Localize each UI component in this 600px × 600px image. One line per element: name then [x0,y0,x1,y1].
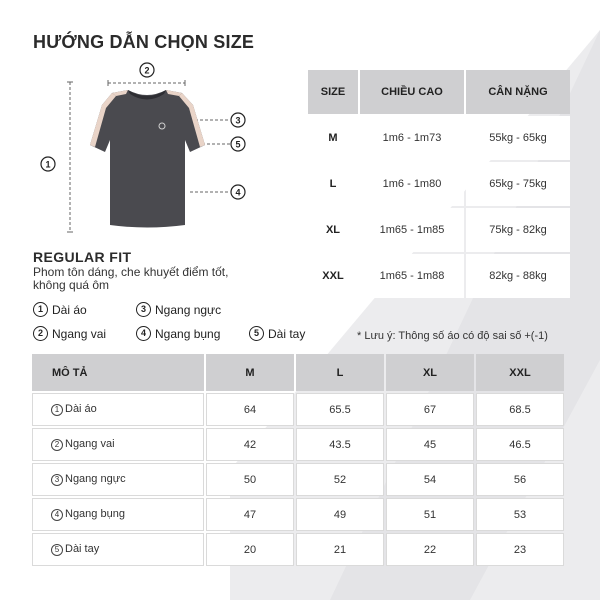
weight-cell: 75kg - 82kg [466,208,570,252]
number-badge: 4 [136,326,151,341]
col-header: SIZE [308,70,358,114]
legend-label: Dài áo [52,302,87,317]
weight-cell: 65kg - 75kg [466,162,570,206]
size-table-header [308,70,570,114]
number-badge: 2 [51,439,63,451]
number-badge: 3 [51,474,63,486]
number-badge: 4 [51,509,63,521]
measurement-table [30,352,566,568]
legend-item-waist [136,326,220,341]
row-label [32,393,204,426]
size-cell: L [308,162,358,206]
value-cell: 45 [386,428,474,461]
legend-label: Ngang bụng [155,326,221,341]
col-header: XL [386,354,474,391]
page-title: HƯỚNG DẪN CHỌN SIZE [33,32,255,52]
size-cell: M [308,116,358,160]
number-badge: 5 [249,326,264,341]
value-cell: 67 [386,393,474,426]
tolerance-note: * Lưu ý: Thông số áo có độ sai số +(-1) [357,330,548,342]
col-header: XXL [476,354,564,391]
value-cell: 52 [296,463,384,496]
svg-text:4: 4 [235,187,241,198]
table-row [308,116,570,160]
value-cell: 43.5 [296,428,384,461]
col-header: L [296,354,384,391]
fit-description: Phom tôn dáng, che khuyết điểm tốt, không quá ôm [33,265,229,292]
fit-title: REGULAR FIT [33,249,132,265]
height-cell: 1m65 - 1m85 [360,208,464,252]
weight-cell: 82kg - 88kg [466,254,570,298]
value-cell: 54 [386,463,474,496]
col-header: CHIỀU CAO [360,70,464,114]
number-badge: 1 [33,302,48,317]
height-cell: 1m65 - 1m88 [360,254,464,298]
size-table [306,68,572,300]
value-cell: 21 [296,533,384,566]
value-cell: 22 [386,533,474,566]
value-cell: 42 [206,428,294,461]
number-badge: 5 [51,544,63,556]
value-cell: 65.5 [296,393,384,426]
row-label [32,463,204,496]
marker-1 [41,157,55,171]
value-cell: 23 [476,533,564,566]
col-header: MÔ TẢ [32,354,204,391]
weight-cell: 55kg - 65kg [466,116,570,160]
legend-label: Ngang vai [52,326,107,341]
table-row [308,208,570,252]
table-row [32,428,564,461]
shirt-illustration [30,60,260,240]
size-cell: XL [308,208,358,252]
number-badge: 3 [136,302,151,317]
value-cell: 47 [206,498,294,531]
value-cell: 46.5 [476,428,564,461]
value-cell: 64 [206,393,294,426]
row-label-text: Dài tay [65,543,100,555]
row-label-text: Ngang vai [65,438,115,450]
legend-item-chest [136,302,221,317]
svg-text:5: 5 [235,139,241,150]
marker-5 [231,137,245,151]
value-cell: 49 [296,498,384,531]
marker-4 [231,185,245,199]
table-row [308,254,570,298]
number-badge: 1 [51,404,63,416]
legend-item-shoulder [33,326,106,341]
svg-text:3: 3 [235,115,241,126]
value-cell: 51 [386,498,474,531]
row-label-text: Ngang ngực [65,473,126,485]
number-badge: 2 [33,326,48,341]
row-label-text: Dài áo [65,403,97,415]
svg-text:2: 2 [144,65,150,76]
legend-label: Dài tay [268,326,306,341]
row-label [32,533,204,566]
col-header: CÂN NẶNG [466,70,570,114]
value-cell: 50 [206,463,294,496]
col-header: M [206,354,294,391]
legend-label: Ngang ngực [155,302,222,317]
table-row [32,533,564,566]
value-cell: 53 [476,498,564,531]
row-label [32,498,204,531]
table-row [308,162,570,206]
size-cell: XXL [308,254,358,298]
table-row [32,463,564,496]
table-row [32,393,564,426]
marker-3 [231,113,245,127]
value-cell: 56 [476,463,564,496]
height-cell: 1m6 - 1m80 [360,162,464,206]
legend-item-length [33,302,87,317]
value-cell: 20 [206,533,294,566]
marker-2 [140,63,154,77]
row-label-text: Ngang bụng [65,508,125,520]
value-cell: 68.5 [476,393,564,426]
legend-item-sleeve [249,326,305,341]
table-row [32,498,564,531]
row-label [32,428,204,461]
height-cell: 1m6 - 1m73 [360,116,464,160]
svg-text:1: 1 [45,159,51,170]
measurement-table-header [32,354,564,391]
